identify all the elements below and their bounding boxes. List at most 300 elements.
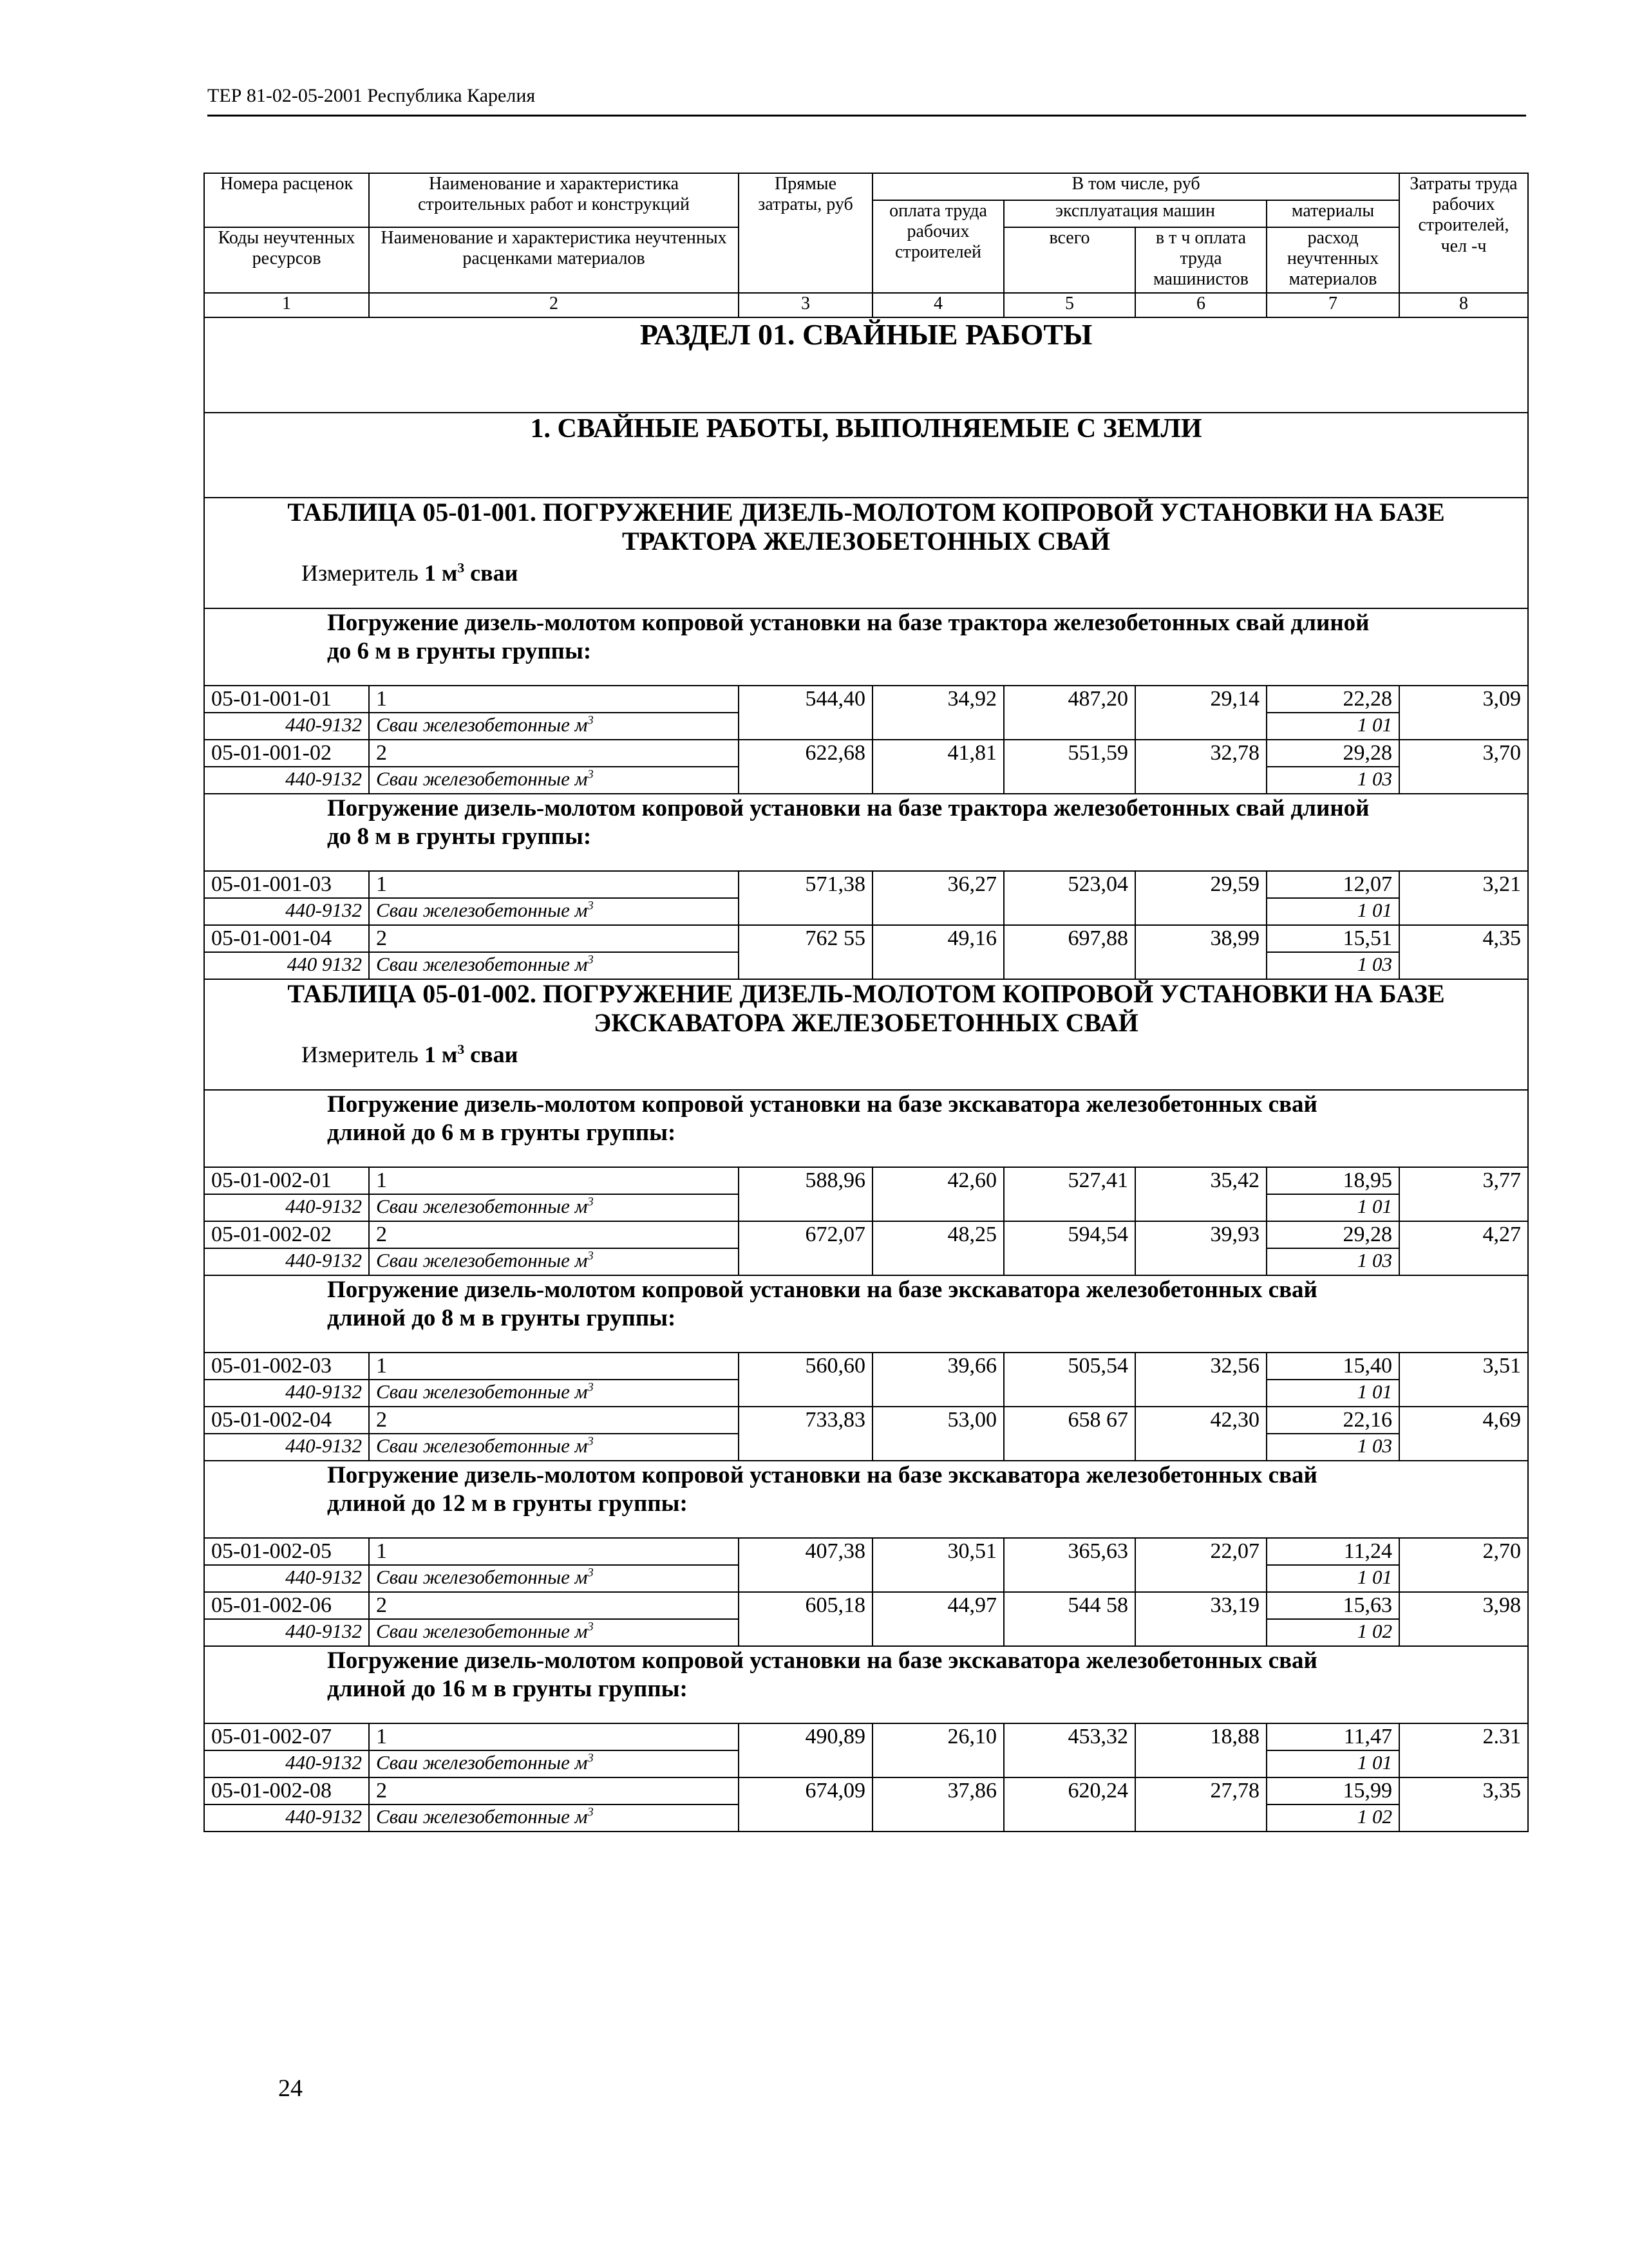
rate-code: 05-01-002-01 [204,1167,369,1194]
resource-code: 440-9132 [204,898,369,925]
resource-name: Сваи железобетонные м [376,899,588,921]
machines-header: эксплуатация машин [1004,200,1267,227]
column-number: 2 [369,293,739,317]
machines-total: 487,20 [1004,686,1135,713]
materials-cost: 15,51 [1267,925,1399,952]
column-number: 8 [1399,293,1528,317]
resource-code: 440-9132 [204,1248,369,1275]
group-heading [327,1276,1521,1333]
materials-cost: 15,99 [1267,1777,1399,1804]
resource-row [204,952,1528,979]
labor-pay: 37,86 [873,1777,1004,1804]
rate-code: 05-01-001-04 [204,925,369,952]
empty-cell [1004,1750,1135,1777]
labor-pay: 42,60 [873,1167,1004,1194]
table-title-line: ТАБЛИЦА 05-01-001. ПОГРУЖЕНИЕ ДИЗЕЛЬ-МОЛОТОМ КОПРОВОЙ УСТАНОВКИ НА БАЗЕ [287,498,1445,527]
col-7-header: расход неучтенных материалов [1267,227,1399,293]
empty-cell [873,1804,1004,1832]
unit-of-measure [301,1042,1521,1068]
empty-cell [1399,1565,1528,1592]
resource-quantity: 1 01 [1267,898,1399,925]
machines-total: 697,88 [1004,925,1135,952]
empty-cell [1004,1434,1135,1461]
resource-unit-superscript: 3 [587,1566,594,1580]
rate-row [204,925,1528,952]
empty-cell [1399,1194,1528,1221]
empty-cell [1399,767,1528,794]
direct-costs: 490,89 [739,1723,873,1750]
table-heading-cell [204,498,1528,608]
resource-quantity: 1 03 [1267,1434,1399,1461]
direct-costs: 407,38 [739,1538,873,1565]
materials-cost: 29,28 [1267,1221,1399,1248]
resource-unit-superscript: 3 [587,1751,594,1765]
unit-suffix: сваи [470,1041,518,1067]
empty-cell [1004,1248,1135,1275]
empty-cell [1135,767,1267,794]
group-heading-row [204,1090,1528,1167]
direct-costs: 571,38 [739,871,873,898]
resource-row [204,767,1528,794]
labor-pay: 48,25 [873,1221,1004,1248]
drivers-pay: 27,78 [1135,1777,1267,1804]
empty-cell [873,1565,1004,1592]
drivers-pay: 33,19 [1135,1592,1267,1619]
empty-cell [873,1380,1004,1407]
resource-row [204,1619,1528,1646]
rate-code: 05-01-002-08 [204,1777,369,1804]
rate-name: 1 [369,1353,739,1380]
group-heading-line: длиной до 6 м в грунты группы: [327,1120,676,1147]
resource-unit-superscript: 3 [587,1620,594,1634]
resource-code: 440-9132 [204,1804,369,1832]
resource-row [204,1750,1528,1777]
resource-unit-superscript: 3 [587,1380,594,1394]
group-heading-cell [204,1275,1528,1353]
resource-code: 440-9132 [204,713,369,740]
rate-row [204,686,1528,713]
rate-row [204,1538,1528,1565]
rate-code: 05-01-002-03 [204,1353,369,1380]
empty-cell [1399,713,1528,740]
group-heading-row [204,794,1528,871]
empty-cell [1135,713,1267,740]
column-numbers-row [204,293,1528,317]
table-heading-row [204,979,1528,1090]
group-heading-line: Погружение дизель-молотом копровой установки на базе экскаватора железобетонных свай [327,1277,1317,1303]
column-number: 6 [1135,293,1267,317]
labor-pay: 26,10 [873,1723,1004,1750]
rate-code: 05-01-002-07 [204,1723,369,1750]
resource-quantity: 1 01 [1267,1750,1399,1777]
column-number: 7 [1267,293,1399,317]
labor-pay: 41,81 [873,740,1004,767]
rate-code: 05-01-002-02 [204,1221,369,1248]
direct-costs: 544,40 [739,686,873,713]
rate-row [204,1167,1528,1194]
group-heading [327,1647,1521,1704]
resource-code: 440-9132 [204,1194,369,1221]
rate-code: 05-01-002-06 [204,1592,369,1619]
col-2-header-top: Наименование и характеристика строительных работ и конструкций [369,173,739,227]
empty-cell [739,898,873,925]
col-4-header: оплата труда рабочих строителей [873,200,1004,293]
machines-total: 523,04 [1004,871,1135,898]
labor-hours: 3,09 [1399,686,1528,713]
column-number: 1 [204,293,369,317]
empty-cell [1004,713,1135,740]
group-heading-row [204,1461,1528,1538]
rate-code: 05-01-001-03 [204,871,369,898]
empty-cell [1135,1750,1267,1777]
empty-cell [1135,898,1267,925]
col-2-header-bottom: Наименование и характеристика неучтенных расценками материалов [369,227,739,293]
machines-total: 658 67 [1004,1407,1135,1434]
labor-hours: 3,70 [1399,740,1528,767]
resource-name-cell [369,1380,739,1407]
resource-code: 440-9132 [204,767,369,794]
resource-name: Сваи железобетонные м [376,1195,588,1217]
materials-cost: 12,07 [1267,871,1399,898]
rate-row [204,1353,1528,1380]
rate-row [204,1407,1528,1434]
page-number: 24 [278,2075,303,2102]
rate-row [204,1777,1528,1804]
group-heading-cell [204,1646,1528,1723]
resource-unit-superscript: 3 [587,899,594,913]
header-rule [207,115,1526,117]
col-6-header: в т ч оплата труда машинистов [1135,227,1267,293]
resource-name-cell [369,1434,739,1461]
empty-cell [739,1750,873,1777]
resource-quantity: 1 02 [1267,1804,1399,1832]
unit-value [424,1042,518,1067]
section-title: РАЗДЕЛ 01. СВАЙНЫЕ РАБОТЫ [204,317,1528,413]
unit-superscript: 3 [457,1041,465,1057]
empty-cell [873,1750,1004,1777]
resource-unit-superscript: 3 [587,1195,594,1209]
rate-name: 2 [369,925,739,952]
empty-cell [739,1804,873,1832]
direct-costs: 605,18 [739,1592,873,1619]
resource-quantity: 1 01 [1267,1194,1399,1221]
empty-cell [1399,1434,1528,1461]
empty-cell [1399,1750,1528,1777]
rate-code: 05-01-002-04 [204,1407,369,1434]
col-5-header: всего [1004,227,1135,293]
resource-quantity: 1 03 [1267,767,1399,794]
group-heading-row [204,608,1528,686]
machines-total: 505,54 [1004,1353,1135,1380]
col-1-header-bottom: Коды неучтенных ресурсов [204,227,369,293]
drivers-pay: 22,07 [1135,1538,1267,1565]
rate-row [204,871,1528,898]
drivers-pay: 29,14 [1135,686,1267,713]
drivers-pay: 35,42 [1135,1167,1267,1194]
empty-cell [739,1194,873,1221]
empty-cell [873,898,1004,925]
resource-row [204,1248,1528,1275]
empty-cell [1399,898,1528,925]
empty-cell [1004,898,1135,925]
empty-cell [1399,1619,1528,1646]
unit-label: Измеритель [301,559,419,586]
resource-name: Сваи железобетонные м [376,1751,588,1774]
column-number: 5 [1004,293,1135,317]
empty-cell [739,952,873,979]
col-1-header-top: Номера расценок [204,173,369,227]
resource-name-cell [369,898,739,925]
rate-name: 2 [369,740,739,767]
empty-cell [739,1380,873,1407]
unit-value [424,560,518,586]
empty-cell [1004,1194,1135,1221]
group-heading-line: до 6 м в грунты группы: [327,638,592,665]
resource-row [204,713,1528,740]
labor-hours: 4,27 [1399,1221,1528,1248]
direct-costs: 588,96 [739,1167,873,1194]
direct-costs: 560,60 [739,1353,873,1380]
table-title [211,980,1521,1038]
resource-name-cell [369,1619,739,1646]
group-heading-line: Погружение дизель-молотом копровой установки на базе экскаватора железобетонных свай [327,1091,1317,1118]
empty-cell [1135,1619,1267,1646]
group-heading-line: Погружение дизель-молотом копровой установки на базе экскаватора железобетонных свай [327,1647,1317,1674]
subsection-title: 1. СВАЙНЫЕ РАБОТЫ, ВЫПОЛНЯЕМЫЕ С ЗЕМЛИ [204,413,1528,498]
column-number: 4 [873,293,1004,317]
group-heading [327,794,1521,852]
group-heading-cell [204,1461,1528,1538]
resource-name-cell [369,713,739,740]
resource-name-cell [369,1248,739,1275]
group-heading-line: длиной до 8 м в грунты группы: [327,1305,676,1332]
resource-quantity: 1 02 [1267,1619,1399,1646]
resource-name-cell [369,1565,739,1592]
rate-row [204,1592,1528,1619]
labor-hours: 3,51 [1399,1353,1528,1380]
resource-row [204,1434,1528,1461]
rate-code: 05-01-001-01 [204,686,369,713]
table-heading-row [204,498,1528,608]
labor-hours: 2.31 [1399,1723,1528,1750]
resource-code: 440-9132 [204,1619,369,1646]
resource-name-cell [369,952,739,979]
empty-cell [1399,952,1528,979]
group-heading-row [204,1646,1528,1723]
rate-name: 2 [369,1407,739,1434]
resource-code: 440-9132 [204,1380,369,1407]
direct-costs: 762 55 [739,925,873,952]
machines-total: 594,54 [1004,1221,1135,1248]
materials-cost: 18,95 [1267,1167,1399,1194]
machines-total: 620,24 [1004,1777,1135,1804]
empty-cell [1135,1248,1267,1275]
unit-label: Измеритель [301,1041,419,1067]
group-heading [327,609,1521,666]
table-title-line: ТАБЛИЦА 05-01-002. ПОГРУЖЕНИЕ ДИЗЕЛЬ-МОЛОТОМ КОПРОВОЙ УСТАНОВКИ НА БАЗЕ [287,979,1445,1008]
resource-unit-superscript: 3 [587,767,594,782]
empty-cell [1399,1804,1528,1832]
rates-table [203,173,1529,1832]
group-header: В том числе, руб [873,173,1399,200]
resource-name-cell [369,1194,739,1221]
machines-total: 551,59 [1004,740,1135,767]
drivers-pay: 39,93 [1135,1221,1267,1248]
direct-costs: 622,68 [739,740,873,767]
machines-total: 544 58 [1004,1592,1135,1619]
rate-name: 1 [369,1538,739,1565]
drivers-pay: 32,78 [1135,740,1267,767]
machines-total: 365,63 [1004,1538,1135,1565]
empty-cell [873,713,1004,740]
section-row [204,317,1528,413]
resource-name: Сваи железобетонные м [376,767,588,790]
resource-name: Сваи железобетонные м [376,713,588,736]
drivers-pay: 29,59 [1135,871,1267,898]
labor-pay: 53,00 [873,1407,1004,1434]
empty-cell [1135,1194,1267,1221]
resource-quantity: 1 01 [1267,1380,1399,1407]
resource-name: Сваи железобетонные м [376,1249,588,1271]
empty-cell [873,1434,1004,1461]
labor-hours: 2,70 [1399,1538,1528,1565]
group-heading-cell [204,794,1528,871]
group-heading-line: длиной до 12 м в грунты группы: [327,1490,688,1517]
empty-cell [1135,1565,1267,1592]
empty-cell [1004,767,1135,794]
empty-cell [739,1248,873,1275]
labor-pay: 30,51 [873,1538,1004,1565]
rate-name: 2 [369,1221,739,1248]
resource-name: Сваи железобетонные м [376,1380,588,1403]
empty-cell [1399,1248,1528,1275]
resource-name: Сваи железобетонные м [376,1434,588,1457]
materials-cost: 29,28 [1267,740,1399,767]
materials-cost: 22,28 [1267,686,1399,713]
rate-row [204,1221,1528,1248]
table-title-line: ЭКСКАВАТОРА ЖЕЛЕЗОБЕТОННЫХ СВАЙ [594,1007,1138,1037]
group-heading-line: Погружение дизель-молотом копровой установки на базе трактора железобетонных свай длиной [327,795,1370,821]
resource-quantity: 1 01 [1267,713,1399,740]
resource-row [204,1804,1528,1832]
resource-name-cell [369,1804,739,1832]
resource-name: Сваи железобетонные м [376,1620,588,1642]
group-heading [327,1461,1521,1519]
resource-code: 440-9132 [204,1565,369,1592]
resource-row [204,1565,1528,1592]
direct-costs: 674,09 [739,1777,873,1804]
resource-unit-superscript: 3 [587,1434,594,1448]
materials-cost: 11,47 [1267,1723,1399,1750]
resource-unit-superscript: 3 [587,1805,594,1819]
group-heading-cell [204,1090,1528,1167]
resource-name: Сваи железобетонные м [376,953,588,975]
resource-quantity: 1 01 [1267,1565,1399,1592]
unit-of-measure [301,560,1521,586]
labor-pay: 49,16 [873,925,1004,952]
group-heading [327,1091,1521,1148]
resource-name-cell [369,767,739,794]
machines-total: 527,41 [1004,1167,1135,1194]
empty-cell [1135,1804,1267,1832]
group-heading-row [204,1275,1528,1353]
unit-value-text: 1 м [424,1041,458,1067]
resource-name-cell [369,1750,739,1777]
empty-cell [1004,1804,1135,1832]
rate-row [204,740,1528,767]
materials-cost: 15,63 [1267,1592,1399,1619]
group-heading-cell [204,608,1528,686]
table-title-line: ТРАКТОРА ЖЕЛЕЗОБЕТОННЫХ СВАЙ [621,526,1111,556]
drivers-pay: 18,88 [1135,1723,1267,1750]
resource-name: Сваи железобетонные м [376,1805,588,1828]
unit-value-text: 1 м [424,559,458,586]
rate-row [204,1723,1528,1750]
rate-code: 05-01-001-02 [204,740,369,767]
labor-hours: 4,35 [1399,925,1528,952]
resource-name: Сваи железобетонные м [376,1566,588,1588]
labor-pay: 39,66 [873,1353,1004,1380]
table-heading-cell [204,979,1528,1090]
resource-code: 440 9132 [204,952,369,979]
resource-unit-superscript: 3 [587,713,594,727]
labor-hours: 3,21 [1399,871,1528,898]
empty-cell [1004,1619,1135,1646]
empty-cell [1004,1380,1135,1407]
resource-code: 440-9132 [204,1434,369,1461]
empty-cell [739,1434,873,1461]
unit-suffix: сваи [470,559,518,586]
resource-code: 440-9132 [204,1750,369,1777]
empty-cell [739,1619,873,1646]
rate-name: 1 [369,871,739,898]
empty-cell [1004,1565,1135,1592]
running-header: ТЕР 81-02-05-2001 Республика Карелия [207,85,536,106]
rate-name: 2 [369,1777,739,1804]
empty-cell [739,713,873,740]
empty-cell [873,767,1004,794]
materials-cost: 15,40 [1267,1353,1399,1380]
empty-cell [1135,952,1267,979]
resource-unit-superscript: 3 [587,1249,594,1263]
table-title [211,498,1521,556]
rate-name: 1 [369,686,739,713]
labor-pay: 44,97 [873,1592,1004,1619]
materials-cost: 11,24 [1267,1538,1399,1565]
labor-hours: 3,35 [1399,1777,1528,1804]
labor-pay: 34,92 [873,686,1004,713]
machines-total: 453,32 [1004,1723,1135,1750]
empty-cell [1399,1380,1528,1407]
labor-pay: 36,27 [873,871,1004,898]
labor-hours: 4,69 [1399,1407,1528,1434]
empty-cell [739,767,873,794]
labor-hours: 3,98 [1399,1592,1528,1619]
col-3-header: Прямые затраты, руб [739,173,873,293]
group-heading-line: Погружение дизель-молотом копровой установки на базе экскаватора железобетонных свай [327,1462,1317,1488]
empty-cell [873,1619,1004,1646]
resource-unit-superscript: 3 [587,953,594,967]
empty-cell [873,952,1004,979]
col-8-header: Затраты труда рабочих строителей, чел -ч [1399,173,1528,293]
column-number: 3 [739,293,873,317]
empty-cell [873,1194,1004,1221]
drivers-pay: 32,56 [1135,1353,1267,1380]
direct-costs: 733,83 [739,1407,873,1434]
rate-name: 1 [369,1723,739,1750]
group-heading-line: длиной до 16 м в грунты группы: [327,1676,688,1703]
resource-quantity: 1 03 [1267,1248,1399,1275]
